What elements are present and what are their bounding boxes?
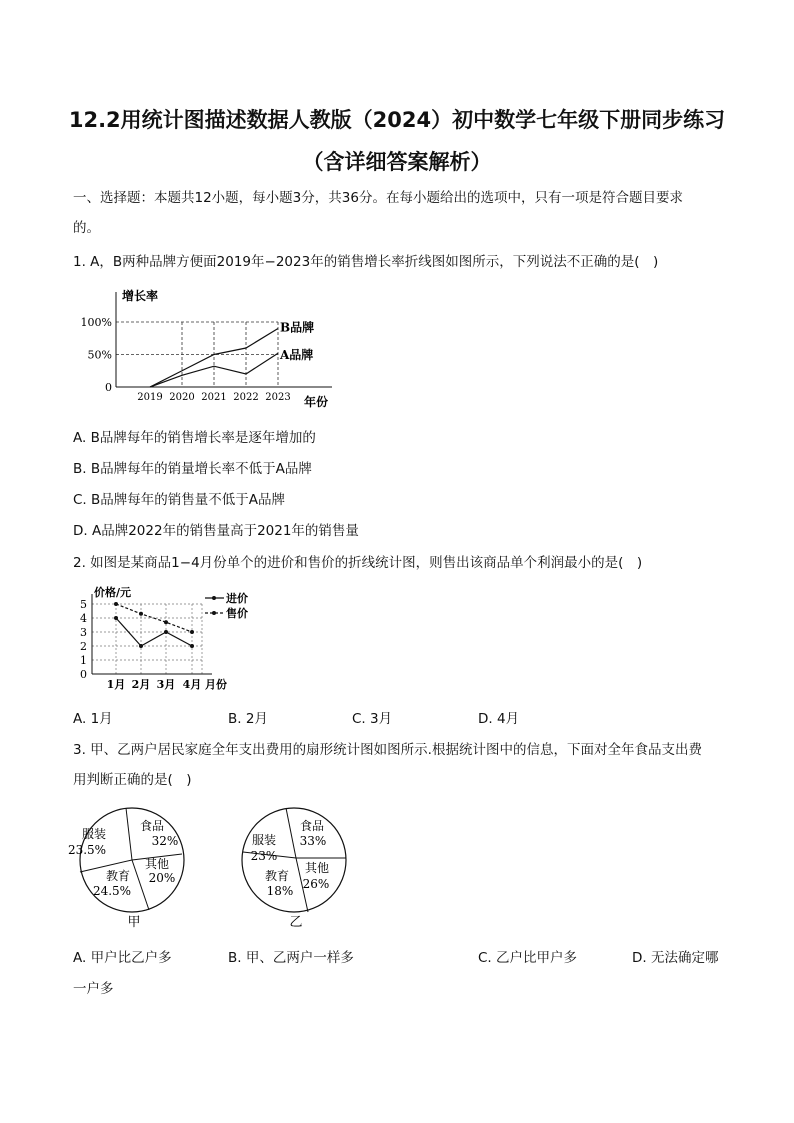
legend-marker-sale	[212, 611, 216, 615]
y-axis-label: 价格/元	[94, 586, 132, 599]
q3-stem-cont: 用判断正确的是( )	[73, 772, 192, 788]
pie-slice-name-food: 食品	[299, 819, 325, 833]
pie-slice-name-cloth: 服装	[81, 827, 107, 841]
q1-growth-line-chart	[70, 282, 350, 410]
y-tick-label: 50%	[87, 348, 112, 362]
pie-slice-name-other: 其他	[144, 857, 170, 871]
y-tick-label: 4	[80, 612, 87, 625]
pie-slice-value-edu: 18%	[266, 884, 294, 898]
q2-price-line-chart	[72, 582, 252, 694]
q1-option-d: D. A品牌2022年的销售量高于2021年的销售量	[73, 523, 359, 539]
document-subtitle: （含详细答案解析）	[302, 150, 492, 174]
document-title: 12.2用统计图描述数据人教版（2024）初中数学七年级下册同步练习	[68, 108, 726, 132]
pie-divider	[126, 808, 132, 860]
pie-slice-value-food: 32%	[151, 834, 179, 848]
section-instruction: 一、选择题：本题共12小题，每小题3分，共36分。在每小题给出的选项中，只有一项是符合题目要求	[73, 190, 683, 206]
legend-marker-cost	[212, 596, 216, 600]
x-tick-label: 2020	[169, 392, 195, 403]
pie-slice-name-other: 其他	[304, 861, 330, 875]
pie-slice-name-edu: 教育	[264, 869, 290, 883]
pie-slice-value-cloth: 23.5%	[67, 843, 107, 857]
q1-option-a: A. B品牌每年的销售增长率是逐年增加的	[73, 430, 316, 446]
q3-stem: 3. 甲、乙两户居民家庭全年支出费用的扇形统计图如图所示.根据统计图中的信息，下面对全年食品支出费	[73, 742, 702, 758]
x-tick-label: 1月	[106, 678, 126, 691]
data-point	[139, 644, 143, 648]
q3-option-b: B. 甲、乙两户一样多	[228, 950, 354, 966]
x-axis-label: 月份	[205, 678, 227, 691]
data-point	[190, 630, 194, 634]
y-tick-label: 100%	[80, 316, 112, 329]
section-instruction-cont: 的。	[73, 220, 100, 236]
pie-caption: 乙	[289, 915, 303, 930]
q1-option-c: C. B品牌每年的销售量不低于A品牌	[73, 492, 286, 508]
data-point	[164, 630, 168, 634]
q3-option-c: C. 乙户比甲户多	[478, 950, 578, 966]
q2-option-a: A. 1月	[73, 711, 113, 727]
data-point	[139, 612, 143, 616]
y-tick-label: 0	[105, 381, 112, 394]
data-point	[114, 616, 118, 620]
x-tick-label: 4月	[182, 678, 202, 691]
pie-slice-value-cloth: 23%	[250, 849, 278, 863]
q2-stem: 2. 如图是某商品1−4月份单个的进价和售价的折线统计图，则售出该商品单个利润最小的是( )	[73, 555, 643, 571]
pie-slice-value-food: 33%	[299, 834, 327, 848]
pie-slice-name-edu: 教育	[105, 869, 131, 883]
y-axis-label: 增长率	[122, 289, 159, 303]
x-tick-label: 2023	[265, 392, 291, 403]
q3-pie-charts	[67, 800, 372, 932]
pie-caption: 甲	[127, 915, 141, 930]
q2-option-d: D. 4月	[478, 711, 520, 727]
y-tick-label: 5	[80, 598, 87, 611]
pie-slice-value-edu: 24.5%	[92, 884, 132, 898]
data-point	[114, 602, 118, 606]
pie-slice-value-other: 26%	[302, 877, 330, 891]
q1-option-b: B. B品牌每年的销量增长率不低于A品牌	[73, 461, 312, 477]
pie-slice-name-cloth: 服装	[251, 833, 277, 847]
x-tick-label: 3月	[156, 678, 176, 691]
y-tick-label: 1	[80, 654, 87, 667]
pie-slice-name-food: 食品	[139, 819, 165, 833]
q3-option-d: D. 无法确定哪	[632, 950, 719, 966]
y-tick-label: 3	[80, 626, 87, 639]
q2-option-c: C. 3月	[352, 711, 393, 727]
data-point	[164, 620, 168, 624]
legend-label-cost: 进价	[226, 592, 248, 605]
x-axis-label: 年份	[304, 395, 329, 409]
y-tick-label: 2	[80, 640, 87, 653]
x-tick-label: 2021	[201, 392, 227, 403]
series-label: B品牌	[280, 320, 315, 335]
pie-slice-value-other: 20%	[148, 871, 176, 885]
x-tick-label: 2月	[131, 678, 151, 691]
data-point	[190, 644, 194, 648]
legend-label-sale: 售价	[226, 607, 248, 620]
q2-option-b: B. 2月	[228, 711, 268, 727]
pie-divider	[286, 808, 296, 858]
series-label: A品牌	[280, 348, 314, 363]
q1-stem: 1. A，B两种品牌方便面2019年−2023年的销售增长率折线图如图所示，下列说法不正确的是( )	[73, 254, 659, 270]
y-tick-label: 0	[80, 668, 87, 681]
x-tick-label: 2019	[137, 392, 163, 403]
x-tick-label: 2022	[233, 392, 259, 403]
q3-option-d-cont: 一户多	[73, 981, 114, 997]
q3-option-a: A. 甲户比乙户多	[73, 950, 172, 966]
